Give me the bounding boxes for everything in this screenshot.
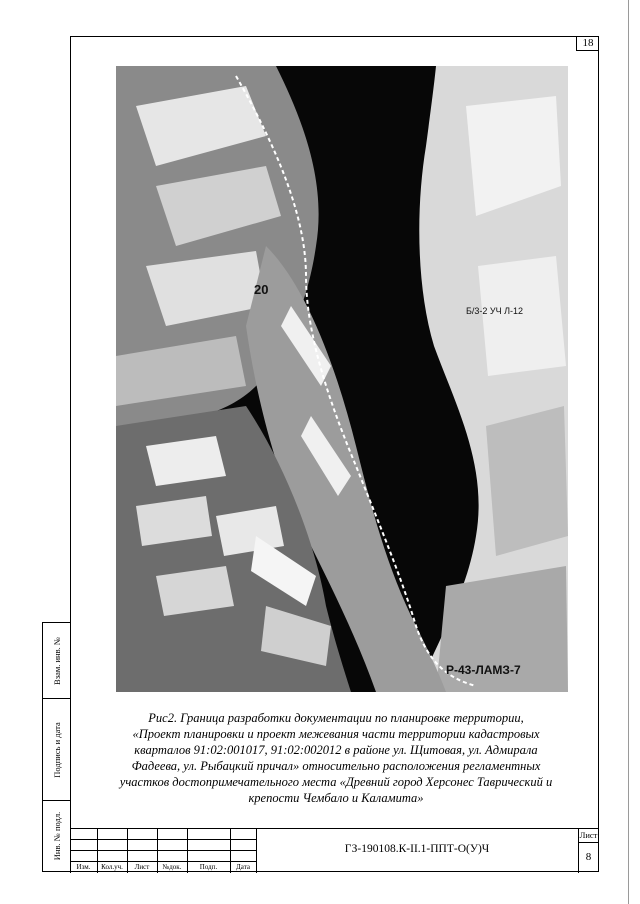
aerial-photo <box>116 66 568 692</box>
side-label-signature-date: Подпись и дата <box>51 721 62 778</box>
aerial-photo-graphic <box>116 66 568 692</box>
sheet-number: 8 <box>585 851 592 863</box>
sheet-label: Лист <box>579 830 598 840</box>
side-approval-table <box>42 622 70 872</box>
document-code: ГЗ-190108.К-II.1-ППТ-О(У)Ч <box>344 843 490 855</box>
caption-line: участков достопримечательного места «Древний город Херсонес Таврический и <box>119 775 553 789</box>
map-label-zone-1: 20 <box>254 282 269 297</box>
caption-line: Рис2. Граница разработки документации по планировке территории, <box>148 711 524 725</box>
stamp-col-sheet: Лист <box>134 863 150 871</box>
map-label-zone-2: Б/3-2 УЧ Л-12 <box>466 306 524 316</box>
top-sheet-number: 18 <box>576 36 599 51</box>
stamp-col-change: Изм. <box>76 863 91 871</box>
map-label-zone-3: Р-43-ЛАМЗ-7 <box>446 663 521 677</box>
side-cell-original <box>43 801 70 871</box>
side-label-replacement-inventory: Взам. инв. № <box>51 636 62 685</box>
scan-edge-line <box>628 0 629 904</box>
stamp-col-date: Дата <box>236 863 250 871</box>
caption-line: кварталов 91:02:001017, 91:02:002012 в районе ул. Щитовая, ул. Адмирала <box>134 743 538 757</box>
title-block-stamp <box>70 828 599 872</box>
caption-line: крепости Чембало и Каламита» <box>248 791 424 805</box>
caption-line: Фадеева, ул. Рыбацкий причал» относительно расположения регламентных <box>131 759 541 773</box>
side-cell-signature <box>43 699 70 801</box>
stamp-col-signature: Подп. <box>199 863 218 871</box>
side-label-original-inventory: Инв. № подл. <box>51 811 62 861</box>
figure-caption <box>86 710 586 806</box>
stamp-col-count: Кол.уч. <box>101 863 123 871</box>
stamp-col-doc-number: №док. <box>162 863 182 871</box>
side-cell-replacement <box>43 623 70 699</box>
caption-line: «Проект планировки и проект межевания части территории кадастровых <box>132 727 540 741</box>
